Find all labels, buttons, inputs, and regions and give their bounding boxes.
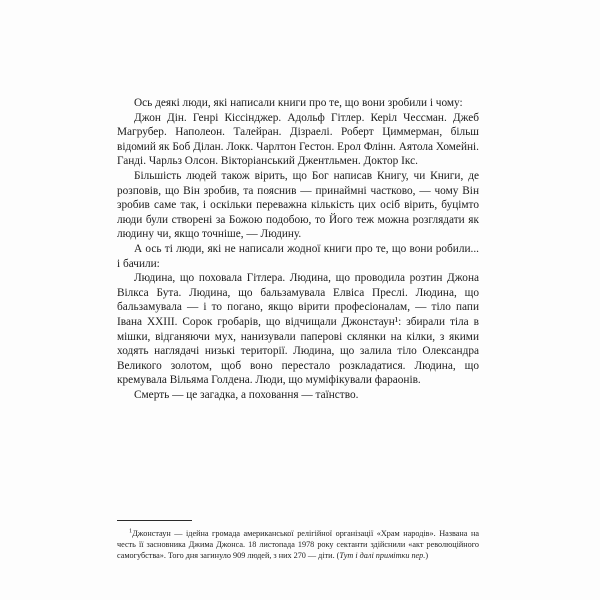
- paragraph-6: Смерть — це загадка, а поховання — таїнство.: [134, 388, 359, 401]
- footnote-body-before: Джонстаун — ідейна громада американської релігійної організації «Храм народів». Названа на честь її засновника Джима Джонса. 18 листопада 1978 року сектанти здійснили «акт революційного самогубства». Того дня загинуло 909 людей, з них 270 — діти. (: [117, 529, 479, 561]
- footnote-separator-rule: [117, 520, 192, 521]
- footnote-italic-note: Тут і далі примітки пер.: [339, 551, 426, 561]
- body-text-column: [117, 96, 479, 402]
- footnote-text: [117, 528, 479, 562]
- paragraph-4: А ось ті люди, які не написали жодної книги про те, що вони робили... і бачили:: [117, 242, 479, 270]
- paragraph-5: Людина, що поховала Гітлера. Людина, що проводила розтин Джона Вілкса Бута. Людина, що бальзамувала Елвіса Преслі. Людина, що бальзамувала — і то погано, якщо вірити професіоналам, — тіло папи Івана ХХІІІ. Сорок гробарів, що відчищали Джонстаун¹: збирали тіла в мішки, відганяючи мух, нанизували паперові склянки на кілки, з якими ходять наглядачі низькі території. Людина, що залила тіло Олександра Великого золотом, щоб воно перестало розкладатися. Людина, що кремувала Вільяма Голдена. Люди, що муміфікували фараонів.: [117, 272, 479, 387]
- paragraph-1: Ось деякі люди, які написали книги про те, що вони зробили і чому:: [134, 97, 463, 109]
- paragraph-3: Більшість людей також вірить, що Бог написав Книгу, чи Книги, де розповів, що Він зробив, та пояснив — принаймні частково, — чому Він зробив саме так, і оскільки переважна кількість цих осіб вірить, буцімто люди були створені за Божою подобою, то Його теж можна розглядати як людину чи, якщо точніше, — Людину.: [117, 169, 479, 241]
- footnote-area: [117, 520, 479, 562]
- footnote-marker: 1: [129, 527, 133, 535]
- paragraph-2: Джон Дін. Генрі Кіссінджер. Адольф Гітлер. Керіл Чессман. Джеб Магрубер. Наполеон. Талейран. Дізраелі. Роберт Циммерман, більш відомий як Боб Ділан. Локк. Чарлтон Гестон. Ерол Флінн. Аятола Хомейні. Ганді. Чарльз Олсон. Вікторіанський Джентльмен. Доктор Ікс.: [117, 111, 479, 168]
- footnote-body-after: ): [425, 551, 429, 561]
